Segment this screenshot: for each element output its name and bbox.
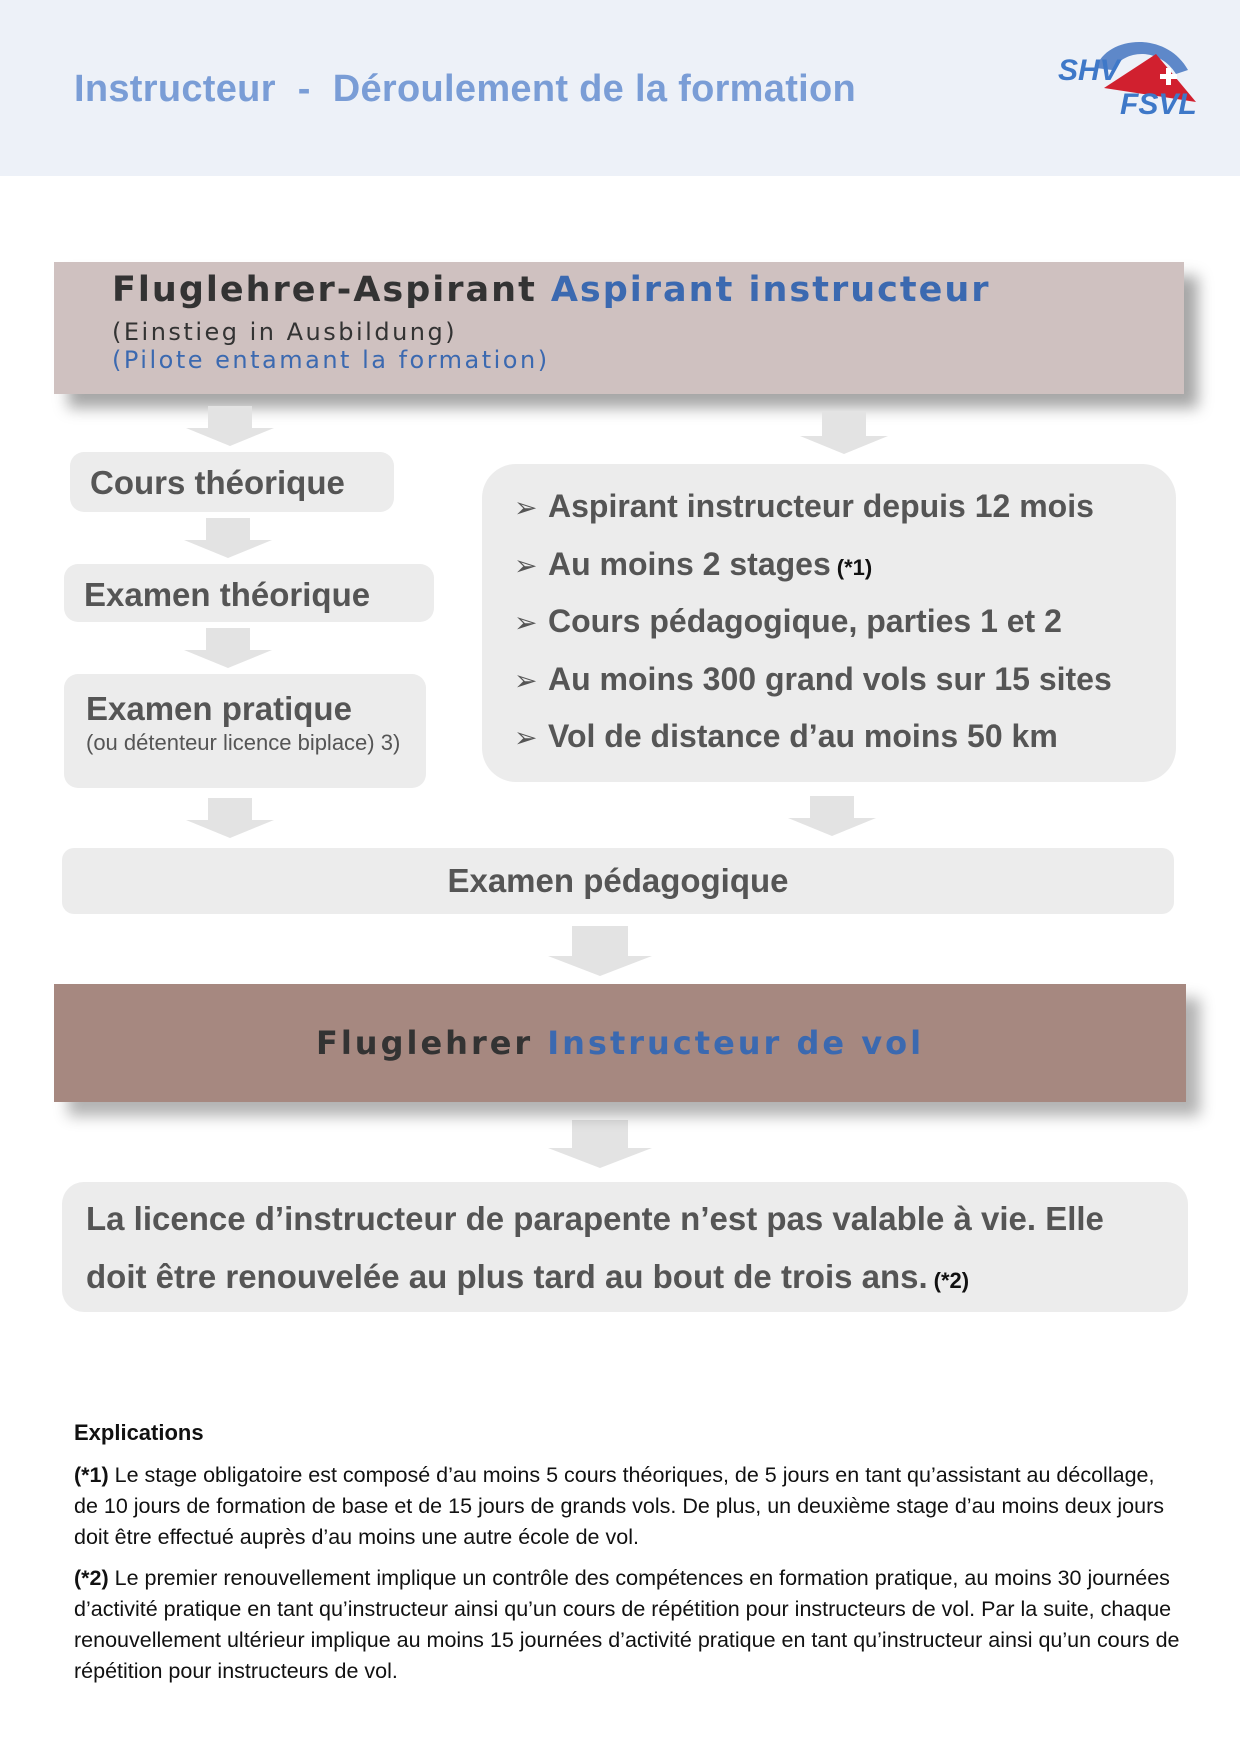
licence-line-1: La licence d’instructeur de parapente n’est pas valable à vie. Elle <box>86 1200 1104 1237</box>
arrow-bullet-icon: ➢ <box>514 550 538 581</box>
requirement-item <box>514 488 1094 525</box>
examen-pedagogique-label: Examen pédagogique <box>447 862 789 899</box>
examen-pratique-box <box>64 674 426 788</box>
instructor-title-fr: Instructeur de vol <box>547 1024 925 1062</box>
cours-theorique-label: Cours théorique <box>90 464 345 501</box>
requirement-text: Aspirant instructeur depuis 12 mois <box>548 488 1094 524</box>
aspirant-subtitle-de: (Einstieg in Ausbildung) <box>112 318 458 346</box>
instructor-title-de: Fluglehrer <box>315 1024 534 1062</box>
shv-fsvl-logo <box>1048 30 1216 126</box>
arrow-bullet-icon: ➢ <box>514 722 538 753</box>
aspirant-title-fr: Aspirant instructeur <box>550 270 991 310</box>
explanation-note-2 <box>74 1563 1184 1687</box>
examen-pratique-label: Examen pratique <box>86 690 352 727</box>
logo-shv-text: SHV <box>1058 54 1120 87</box>
footnote-marker: (*2) <box>933 1268 970 1293</box>
explanation-note-1 <box>74 1460 1184 1553</box>
note-1-marker: (*1) <box>74 1463 109 1487</box>
aspirant-subtitle-fr: (Pilote entamant la formation) <box>112 346 550 374</box>
explanations-section <box>74 1420 1184 1697</box>
requirement-text: Cours pédagogique, parties 1 et 2 <box>548 603 1062 639</box>
page-title <box>74 68 856 111</box>
explanations-heading: Explications <box>74 1420 204 1445</box>
licence-line-2 <box>86 1258 969 1296</box>
arrow-bullet-icon: ➢ <box>514 607 538 638</box>
requirements-box <box>482 464 1176 782</box>
arrow-bullet-icon: ➢ <box>514 665 538 696</box>
note-2-text: Le premier renouvellement implique un contrôle des compétences en formation pratique, au moins 30 journées d’activité pratique en tant qu’instructeur ainsi qu’un cours de répétition pour instructeurs de vol. Par la suite, chaque renouvellement ultérieur implique au moins 15 journées d’activité pratique en tant qu’instructeur ainsi qu’un cours de répétition pour instructeurs de vol. <box>74 1566 1180 1683</box>
logo-fsvl-text: FSVL <box>1120 88 1197 121</box>
examen-pratique-note: (ou détenteur licence biplace) 3) <box>86 730 401 755</box>
aspirant-title <box>112 270 991 310</box>
footnote-marker: (*1) <box>836 555 873 580</box>
examen-theorique-box <box>64 564 434 622</box>
requirement-item <box>514 661 1112 698</box>
requirement-text: Vol de distance d’au moins 50 km <box>548 718 1058 754</box>
page-title-right: Déroulement de la formation <box>332 68 857 110</box>
note-1-text: Le stage obligatoire est composé d’au moins 5 cours théoriques, de 5 jours en tant qu’assistant au décollage, de 10 jours de formation de base et de 15 jours de grands vols. De plus, un deuxième stage d’au moins deux jours doit être effectué auprès d’au moins une autre école de vol. <box>74 1463 1164 1549</box>
requirement-text: Au moins 300 grand vols sur 15 sites <box>548 661 1112 697</box>
instructor-banner <box>54 984 1186 1102</box>
licence-validity-box <box>62 1182 1188 1312</box>
examen-pedagogique-box <box>62 848 1174 914</box>
instructor-title <box>54 1024 1186 1062</box>
requirement-item <box>514 546 872 583</box>
page-title-separator: - <box>297 68 311 110</box>
note-2-marker: (*2) <box>74 1566 109 1590</box>
licence-line-2-text: doit être renouvelée au plus tard au bout de trois ans. <box>86 1258 928 1295</box>
examen-theorique-label: Examen théorique <box>84 576 371 613</box>
arrow-bullet-icon: ➢ <box>514 492 538 523</box>
requirement-item <box>514 718 1058 755</box>
requirement-text: Au moins 2 stages <box>548 546 831 582</box>
aspirant-title-de: Fluglehrer-Aspirant <box>112 270 537 310</box>
aspirant-banner <box>54 262 1184 394</box>
page-title-left: Instructeur <box>74 68 276 110</box>
requirement-item <box>514 603 1062 640</box>
cours-theorique-box <box>70 452 394 512</box>
